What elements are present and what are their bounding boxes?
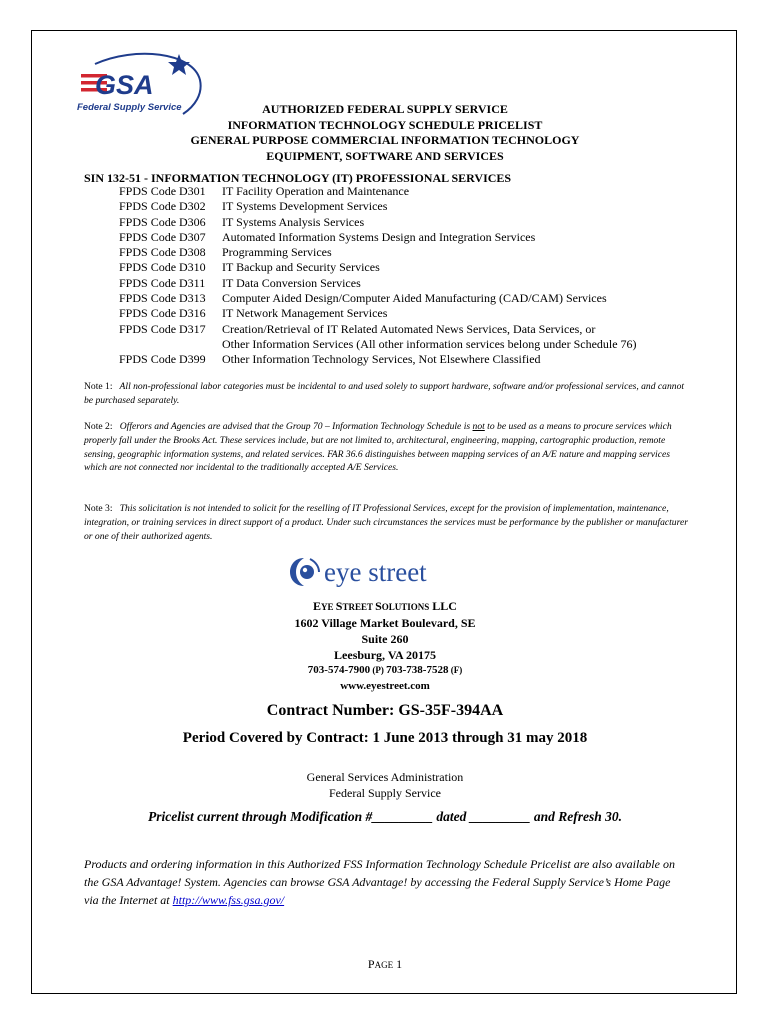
agency-line-2: Federal Supply Service [329, 785, 441, 800]
fpds-description: Creation/Retrieval of IT Related Automated News Services, Data Services, or [222, 321, 596, 336]
fpds-code: FPDS Code D316 [119, 306, 206, 321]
header-line-1: AUTHORIZED FEDERAL SUPPLY SERVICE [262, 102, 508, 116]
products-text: Products and ordering information in this Authorized FSS Information Technology Schedule Pricelist are also available on the GSA Advantage! System. Agencies can browse GSA Advantage! by accessing the Federal Supply Service’s Home Page via the Internet at [84, 857, 675, 907]
fpds-description: IT Network Management Services [222, 306, 388, 321]
note-2-text-b: to be used as a means to procure services which properly fall under the Brooks Act. These services include, but are not limited to, architectural, engineering, mapping, cartographic production, remote sensing, geographic information systems, and related services. FAR 36.6 distinguishes between mapping services of an A/E nature and mapping services which are not connected nor incidental to the traditionally accepted A/E Services. [84, 421, 672, 474]
fpds-code: FPDS Code D313 [119, 291, 206, 306]
note-2-label: Note 2: [84, 421, 113, 432]
note-3-text: This solicitation is not intended to solicit for the reselling of IT Professional Services, except for the provision of implementation, maintenance, integration, or training services in direct support of a product. Under such circumstances the services must be performance by the publisher or manufacturer or one of their authorized agents. [84, 503, 688, 542]
fpds-code: FPDS Code D310 [119, 260, 206, 275]
fpds-description: IT Facility Operation and Maintenance [222, 184, 410, 198]
fpds-code: FPDS Code D399 [119, 352, 206, 367]
fpds-code-row [119, 352, 637, 367]
agency-block [0, 770, 770, 801]
fpds-code-row [119, 260, 637, 275]
fpds-code [119, 337, 222, 352]
note-1-label: Note 1: [84, 381, 113, 392]
fpds-description: Other Information Services (All other information services belong under Schedule 76) [222, 336, 637, 351]
fpds-code: FPDS Code D306 [119, 214, 206, 229]
sin-title: SIN 132-51 - INFORMATION TECHNOLOGY (IT) PROFESSIONAL SERVICES [84, 171, 512, 185]
fpds-code: FPDS Code D307 [119, 229, 206, 244]
page-number: PAGE 1 [367, 957, 403, 971]
fpds-description: Programming Services [222, 245, 332, 260]
fpds-code-row [119, 337, 637, 352]
eye-logo-icon [290, 558, 319, 586]
fpds-code: FPDS Code D317 [119, 321, 206, 336]
note-2-text-a: Offerors and Agencies are advised that the Group 70 – Information Technology Schedule is [119, 421, 473, 432]
fpds-code: FPDS Code D311 [119, 275, 206, 290]
eye-street-logo-text: eye street [324, 557, 427, 587]
phone-fax: 703-574-7900 (P) 703-738-7528 (F) [307, 664, 463, 676]
note-2-not: not [472, 421, 485, 432]
website[interactable]: www.eyestreet.com [340, 680, 430, 692]
address-line-3: Leesburg, VA 20175 [334, 648, 436, 662]
header-line-2: INFORMATION TECHNOLOGY SCHEDULE PRICELIST [227, 117, 543, 132]
fpds-code-row [119, 322, 637, 337]
fpds-description: Other Information Technology Services, Not Elsewhere Classified [222, 352, 541, 367]
fpds-code-row [119, 276, 637, 291]
note-3 [84, 502, 689, 543]
fpds-code-row [119, 291, 637, 306]
note-1 [84, 380, 689, 408]
note-1-text: All non-professional labor categories must be incidental to and used solely to support hardware, software and/or professional services, and cannot be purchased separately. [84, 381, 685, 406]
fpds-code: FPDS Code D308 [119, 245, 206, 260]
gsa-logo-text: GSA [95, 70, 154, 100]
fpds-description: IT Systems Analysis Services [222, 214, 365, 229]
fpds-code-row [119, 306, 637, 321]
fss-link[interactable]: http://www.fss.gsa.gov/ [172, 893, 285, 907]
document-header [0, 102, 770, 164]
products-paragraph [84, 855, 684, 909]
fpds-code-row [119, 245, 637, 260]
fpds-code-row [119, 230, 637, 245]
gsa-logo-subtitle: Federal Supply Service [77, 102, 182, 113]
address-line-2: Suite 260 [361, 632, 409, 646]
header-line-3: GENERAL PURPOSE COMMERCIAL INFORMATION TECHNOLOGY [190, 133, 580, 147]
fpds-description: IT Backup and Security Services [222, 260, 380, 275]
contract-period: Period Covered by Contract: 1 June 2013 through 31 may 2018 [182, 730, 588, 746]
contract-number: Contract Number: GS-35F-394AA [266, 702, 504, 719]
fpds-code: FPDS Code D301 [119, 184, 206, 198]
fpds-description: IT Data Conversion Services [222, 275, 361, 290]
eye-street-logo [288, 554, 463, 590]
company-block [0, 598, 770, 663]
note-2 [84, 420, 689, 475]
fpds-code: FPDS Code D302 [119, 199, 206, 214]
company-name: EYE STREET SOLUTIONS LLC [313, 599, 457, 613]
phone-number: 703-574-7900 [307, 664, 371, 676]
pricelist-modification: Pricelist current through Modification #_________ dated _________ and Refresh 30. [147, 809, 623, 824]
fpds-code-list [119, 184, 637, 368]
fpds-description: Automated Information Systems Design and Integration Services [222, 229, 536, 244]
fax-number: 703-738-7528 [386, 664, 449, 676]
fpds-description: IT Systems Development Services [222, 199, 388, 214]
agency-line-1: General Services Administration [306, 770, 464, 784]
address-line-1: 1602 Village Market Boulevard, SE [294, 616, 476, 630]
fpds-code-row [119, 184, 637, 199]
fpds-code-row [119, 199, 637, 214]
note-3-label: Note 3: [84, 503, 113, 514]
fpds-code-row [119, 215, 637, 230]
header-line-4: EQUIPMENT, SOFTWARE AND SERVICES [266, 148, 504, 163]
contact-block [0, 662, 770, 694]
fpds-description: Computer Aided Design/Computer Aided Manufacturing (CAD/CAM) Services [222, 291, 607, 306]
